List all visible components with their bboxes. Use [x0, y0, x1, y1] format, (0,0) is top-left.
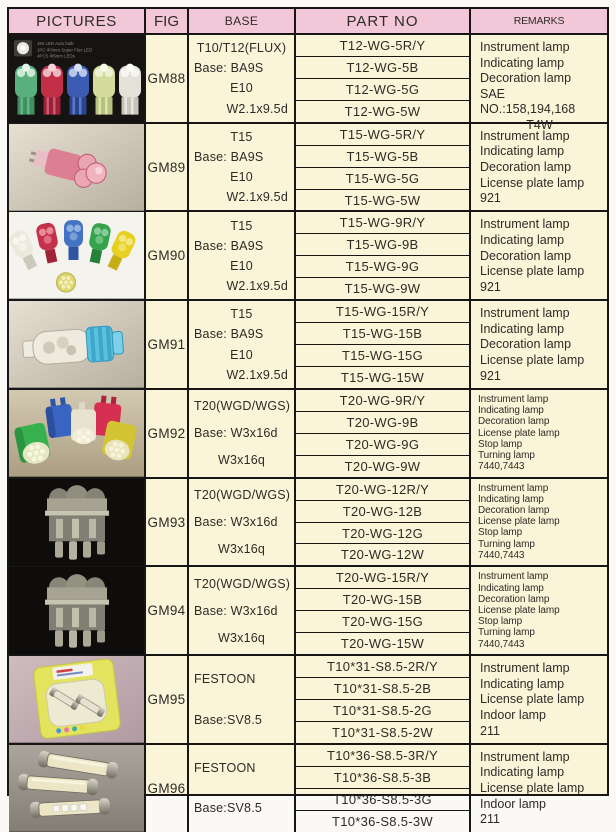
- part-no: T12-WG-5R/Y: [296, 35, 469, 57]
- fig-cell: [146, 745, 189, 832]
- base-spec-line: W3x16q: [217, 453, 266, 468]
- product-photo-gm93: [9, 479, 144, 566]
- fig-cell: [146, 656, 189, 743]
- remark-line: License plate lamp: [480, 781, 585, 796]
- table-row-gm93: [9, 479, 607, 568]
- base-cell: [189, 479, 296, 566]
- remark-line: Indicating lamp: [478, 405, 544, 417]
- base-spec-line: Base: BA9S: [194, 327, 264, 342]
- base-spec-line: Base: W3x16d: [194, 603, 278, 618]
- part-no: T15-WG-5R/Y: [296, 124, 469, 146]
- fig-label: GM95: [147, 692, 186, 707]
- column-header-fig: FIG: [146, 9, 189, 33]
- part-no: T20-WG-15G: [296, 611, 469, 633]
- base-spec-line: Base: W3x16d: [194, 515, 278, 530]
- table-row-gm89: [9, 124, 607, 213]
- remark-line: 921: [480, 191, 501, 206]
- fig-label: GM92: [147, 425, 186, 441]
- catalog-table: [7, 7, 609, 829]
- part-no: T10*36-S8.5-3R/Y: [296, 745, 469, 767]
- remarks-cell: [471, 567, 607, 654]
- picture-cell: [9, 656, 146, 743]
- base-spec-line: W2.1x9.5d: [226, 101, 288, 116]
- base-spec-line: T20(WGD/WGS): [194, 399, 291, 414]
- picture-cell: [9, 390, 146, 477]
- base-spec-line: W3x16q: [217, 541, 266, 556]
- product-photo-gm92: [9, 390, 144, 477]
- base-spec-line: FESTOON: [194, 761, 256, 776]
- fig-label: GM90: [147, 248, 186, 264]
- part-no-cell: [296, 124, 471, 211]
- part-no: T15-WG-15G: [296, 345, 469, 367]
- remark-line: 7440,7443: [478, 549, 525, 561]
- base-cell: [189, 212, 296, 299]
- remark-line: Instrument lamp: [478, 571, 549, 583]
- base-spec-line: T10/T12(FLUX): [196, 41, 287, 56]
- remark-line: 211: [480, 812, 500, 827]
- remark-line: Stop lamp: [478, 527, 523, 539]
- remark-line: Indoor lamp: [480, 707, 547, 722]
- product-photo-gm89: [9, 124, 144, 211]
- fig-label: GM89: [147, 159, 186, 175]
- remark-line: Indicating lamp: [478, 493, 544, 505]
- part-no-cell: [296, 745, 471, 832]
- part-no: T12-WG-5G: [296, 79, 469, 101]
- base-spec-line: T15: [230, 129, 253, 144]
- remark-line: 921: [480, 279, 501, 294]
- part-no-cell: [296, 35, 471, 122]
- part-no: T15-WG-5G: [296, 168, 469, 190]
- remark-line: Decoration lamp: [480, 248, 572, 263]
- remark-line: License plate lamp: [480, 264, 585, 279]
- remark-line: License plate lamp: [480, 692, 585, 707]
- remark-line: Indoor lamp: [480, 796, 547, 811]
- base-spec-line: Base:SV8.5: [194, 801, 263, 816]
- remark-line: Instrument lamp: [480, 749, 570, 764]
- part-no: T10*31-S8.5-2W: [331, 724, 434, 740]
- part-no: T20-WG-9G: [296, 434, 469, 456]
- fig-label: GM94: [147, 603, 186, 619]
- part-no: T20-WG-9B: [296, 412, 469, 434]
- base-spec-line: W2.1x9.5d: [226, 367, 288, 382]
- picture-cell: [9, 124, 146, 211]
- part-no: T15-WG-15W: [340, 369, 425, 385]
- table-row-gm91: [9, 301, 607, 390]
- base-spec-line: E10: [230, 81, 253, 96]
- picture-cell: [9, 301, 146, 388]
- part-no-cell: [296, 301, 471, 388]
- remark-line: Stop lamp: [478, 616, 523, 628]
- remark-line: Indicating lamp: [480, 676, 565, 691]
- remark-line: Instrument lamp: [480, 40, 570, 54]
- part-no: T15-WG-5B: [296, 146, 469, 168]
- part-no-cell: [296, 479, 471, 566]
- fig-cell: [146, 212, 189, 299]
- picture-cell: [9, 479, 146, 566]
- base-spec-line: Base: W3x16d: [194, 426, 278, 441]
- remark-line: Indicating lamp: [480, 321, 565, 336]
- part-no: T15-WG-9W: [344, 281, 421, 297]
- part-no-cell: [296, 390, 471, 477]
- remark-line: License plate lamp: [478, 516, 560, 528]
- remark-line: T4W: [526, 117, 553, 132]
- remarks-cell: [471, 35, 607, 132]
- fig-label: GM91: [147, 337, 186, 353]
- product-photo-gm95: [9, 656, 144, 743]
- product-photo-gm90: [9, 212, 144, 299]
- fig-label: GM96: [147, 780, 186, 796]
- remarks-cell: [471, 656, 607, 743]
- base-cell: [189, 35, 296, 122]
- fig-cell: [146, 35, 189, 122]
- remark-line: Turning lamp: [478, 627, 535, 639]
- base-spec-line: E10: [230, 258, 253, 273]
- base-cell: [189, 124, 296, 211]
- base-spec-line: T20(WGD/WGS): [194, 576, 291, 591]
- table-row-gm96: [9, 745, 607, 832]
- remark-line: License plate lamp: [478, 427, 560, 439]
- remark-line: Indicating lamp: [480, 765, 565, 780]
- base-spec-line: E10: [230, 347, 253, 362]
- remarks-cell: [471, 124, 607, 211]
- column-header-remarks: REMARKS: [513, 15, 565, 27]
- remark-line: Instrument lamp: [480, 661, 570, 676]
- remark-line: Decoration lamp: [478, 593, 550, 605]
- remark-line: License plate lamp: [480, 175, 585, 190]
- base-cell: [189, 567, 296, 654]
- part-no-cell: [296, 567, 471, 654]
- part-no: T12-WG-5B: [296, 57, 469, 79]
- part-no: T20-WG-12R/Y: [296, 479, 469, 501]
- remark-line: Indicating lamp: [478, 582, 544, 594]
- picture-cell: [9, 745, 146, 832]
- part-no: T15-WG-9B: [296, 234, 469, 256]
- remarks-cell: [471, 479, 607, 566]
- part-no: T10*31-S8.5-2B: [296, 678, 469, 700]
- remark-line: Instrument lamp: [480, 306, 570, 321]
- remark-line: 7440,7443: [478, 461, 525, 473]
- table-header-row: [9, 9, 607, 35]
- remark-line: Turning lamp: [478, 449, 535, 461]
- remark-line: Decoration lamp: [478, 505, 550, 517]
- remarks-cell: [471, 301, 607, 388]
- base-spec-line: Base:SV8.5: [194, 712, 263, 727]
- picture-cell: [9, 35, 146, 122]
- part-no: T20-WG-15W: [340, 636, 425, 652]
- remark-line: 211: [480, 723, 500, 738]
- part-no: T10*36-S8.5-3B: [296, 767, 469, 789]
- remark-line: Indicating lamp: [480, 144, 565, 159]
- part-no: T15-WG-15R/Y: [296, 301, 469, 323]
- remark-line: Decoration lamp: [478, 416, 550, 428]
- column-header-part-no: PART NO: [296, 9, 471, 33]
- picture-cell: [9, 212, 146, 299]
- base-spec-line: Base: BA9S: [194, 61, 264, 76]
- remark-line: 921: [480, 368, 501, 383]
- base-cell: [189, 745, 296, 832]
- base-spec-line: T15: [230, 218, 253, 233]
- remark-line: Instrument lamp: [480, 217, 570, 232]
- base-spec-line: T20(WGD/WGS): [194, 488, 291, 503]
- part-no: T15-WG-5W: [344, 192, 421, 208]
- base-spec-line: Base: BA9S: [194, 149, 264, 164]
- fig-label: GM93: [147, 514, 186, 530]
- picture-cell: [9, 567, 146, 654]
- part-no: T20-WG-12W: [340, 547, 425, 563]
- remark-line: License plate lamp: [478, 605, 560, 617]
- product-photo-gm96: [9, 745, 144, 832]
- remark-line: Decoration lamp: [480, 71, 572, 86]
- part-no: T20-WG-12B: [296, 501, 469, 523]
- base-cell: [189, 390, 296, 477]
- part-no: T15-WG-15B: [296, 323, 469, 345]
- table-row-gm94: [9, 567, 607, 656]
- part-no: T20-WG-15B: [296, 589, 469, 611]
- remarks-cell: [471, 745, 607, 832]
- fig-cell: [146, 390, 189, 477]
- table-row-gm92: [9, 390, 607, 479]
- part-no: T10*36-S8.5-3G: [296, 789, 469, 811]
- remark-line: Turning lamp: [478, 538, 535, 550]
- product-photo-gm88: [9, 35, 144, 122]
- part-no: T10*31-S8.5-2R/Y: [296, 656, 469, 678]
- part-no: T15-WG-9R/Y: [296, 212, 469, 234]
- table-body: [9, 35, 607, 832]
- part-no: T20-WG-9R/Y: [296, 390, 469, 412]
- table-row-gm90: [9, 212, 607, 301]
- part-no: T10*36-S8.5-3W: [331, 813, 434, 829]
- svg-text:1PC Φ3mm Super Flux LED: 1PC Φ3mm Super Flux LED: [37, 47, 93, 53]
- fig-cell: [146, 479, 189, 566]
- base-spec-line: W2.1x9.5d: [226, 190, 288, 205]
- remark-line: 7440,7443: [478, 638, 525, 650]
- base-spec-line: Base: BA9S: [194, 238, 264, 253]
- svg-text:194 LED Auto bulb: 194 LED Auto bulb: [37, 41, 74, 47]
- fig-cell: [146, 301, 189, 388]
- base-cell: [189, 301, 296, 388]
- remark-line: SAE NO.:158,194,168: [480, 86, 576, 117]
- part-no-cell: [296, 212, 471, 299]
- fig-label: GM88: [147, 70, 186, 86]
- remark-line: License plate lamp: [480, 352, 585, 367]
- remark-line: Indicating lamp: [480, 233, 565, 248]
- remark-line: Instrument lamp: [478, 482, 549, 494]
- svg-text:4PCS Φ5mm LEDs: 4PCS Φ5mm LEDs: [37, 53, 75, 59]
- remarks-cell: [471, 212, 607, 299]
- product-photo-gm94: [9, 567, 144, 654]
- base-spec-line: E10: [230, 170, 253, 185]
- remark-line: Stop lamp: [478, 438, 523, 450]
- part-no: T15-WG-9G: [296, 256, 469, 278]
- part-no-cell: [296, 656, 471, 743]
- remark-line: Instrument lamp: [478, 393, 549, 405]
- base-spec-line: W2.1x9.5d: [226, 279, 288, 294]
- part-no: T12-WG-5W: [344, 103, 421, 119]
- part-no: T20-WG-12G: [296, 523, 469, 545]
- product-photo-gm91: [9, 301, 144, 388]
- base-spec-line: T15: [230, 307, 253, 322]
- part-no: T20-WG-9W: [344, 458, 421, 474]
- table-row-gm95: [9, 656, 607, 745]
- remark-line: Decoration lamp: [480, 337, 572, 352]
- remark-line: Decoration lamp: [480, 159, 572, 174]
- remarks-cell: [471, 390, 607, 477]
- column-header-pictures: PICTURES: [9, 9, 146, 33]
- part-no: T10*31-S8.5-2G: [296, 700, 469, 722]
- base-cell: [189, 656, 296, 743]
- column-header-base: BASE: [189, 9, 296, 33]
- remark-line: Indicating lamp: [480, 55, 565, 70]
- fig-cell: [146, 124, 189, 211]
- remark-line: Instrument lamp: [480, 128, 570, 143]
- fig-cell: [146, 567, 189, 654]
- table-row-gm88: [9, 35, 607, 132]
- part-no: T20-WG-15R/Y: [296, 567, 469, 589]
- base-spec-line: W3x16q: [217, 630, 266, 645]
- base-spec-line: FESTOON: [194, 672, 256, 687]
